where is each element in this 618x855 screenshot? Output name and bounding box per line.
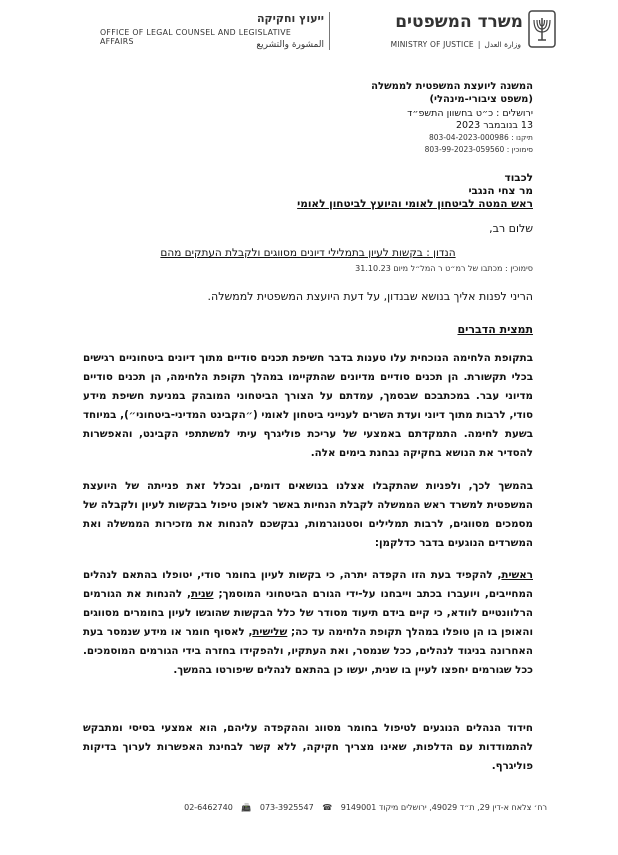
subject-reference: סימוכין : מכתבו של רמ״ט ר המל״ל מיום 31.10.23	[355, 264, 533, 273]
sender-title: המשנה ליועצת המשפטית לממשלה	[371, 81, 533, 92]
body-paragraph-2: בהמשך לכך, ולפניות שהתקבלו אצלנו בנושאים דומים, ובכלל זאת פנייתה של היועצת המשפטית למשרד ראש הממשלה לקבלת הנחיות באשר לאופן טיפול בבקשות לעיון ולקבלה של מסמכים מסווגים, לרבות תמלילים וסטנוגרמות, נבקשכם להנחות את מזכירות הממשלה ואת המשרדים הנוגעים בדבר כדלקמן:	[83, 480, 533, 549]
body-paragraph-4: חידוד הנהלים הנוגעים לטיפול בחומר מסווג וההקפדה עליהם, הוא אמצעי בסיסי ומתבקש להתמודדות עם הדלפות, שאינו מצריך חקיקה, ללא קשר לבחינת האפשרות לערוך בדיקות פוליגרף.	[83, 722, 533, 772]
header-divider	[329, 12, 330, 50]
recipient-role: ראש המטה לביטחון לאומי והיועץ לביטחון לאומי	[297, 198, 533, 210]
office-name-hebrew: ייעוץ וחקיקה	[256, 12, 324, 25]
section-title: תמצית הדברים	[457, 323, 533, 336]
ministry-separator: |	[477, 40, 481, 49]
intro-paragraph: הריני לפנות אליך בנושא שבנדון, על דעת היועצת המשפטית לממשלה.	[207, 290, 533, 303]
reference-number: סימוכין : 803-99-2023-059560	[424, 145, 533, 154]
fax-icon: 📠	[241, 803, 252, 812]
date-gregorian: 13 בנובמבר 2023	[455, 120, 533, 131]
footer-phone: 073-3925547	[259, 803, 314, 812]
subject-line: הנדון : בקשות לעיון בתמלילי דיונים מסווגים ולקבלת העתקים מהם	[160, 247, 456, 259]
sender-department: (משפט ציבורי-מינהלי)	[429, 94, 533, 105]
footer-address: רח׳ צלאח א-דין 29, ת״ד 49029, ירושלים מיקוד 9149001	[340, 803, 547, 812]
office-name-arabic: المشورة والتشريع	[256, 40, 324, 50]
footer-fax: 02-6462740	[184, 803, 233, 812]
footer-contact	[70, 803, 550, 812]
recipient-honorific: לכבוד	[504, 172, 533, 184]
body-paragraph-3	[83, 566, 533, 680]
greeting: שלום רב,	[489, 222, 533, 235]
lead-first: ראשית	[501, 569, 533, 581]
ministry-name-arabic: وزارة العدل	[484, 40, 521, 49]
date-hebrew: ירושלים : כ״ט בחשוון התשפ״ד	[407, 108, 533, 119]
office-name-english: OFFICE OF LEGAL COUNSEL AND LEGISLATIVE AFFAIRS	[100, 28, 292, 46]
lead-third: שלישית	[252, 626, 288, 638]
ministry-name-english: MINISTRY OF JUSTICE	[390, 40, 474, 49]
text-third: , לאסוף חומר או מידע שנמסר בעת האחרונה בניגוד לנהלים, ככל שנמסר, ואת העתקיו, ולהפקידו בחזרה בידי הגורמים המוסמכים. ככל שגורמים יחפצו לעיין בו שנית, יעשו כן בהתאם לנהלים שיפורטו בהמשך.	[83, 626, 533, 676]
phone-icon: ☎	[322, 803, 333, 812]
text-second: , להנחות את הגורמים הרלוונטיים לוודא, כי קיים בידם תיעוד מסודר של כלל הבקשות שהוגשו לעיון בחומרים מסווגים והאופן בו הן טופלו במהלך תקופת הלחימה עד כה;	[83, 588, 534, 638]
file-number: תיקנו : 803-04-2023-000986	[429, 133, 533, 142]
menorah-emblem-icon	[528, 10, 556, 48]
lead-second: שנית	[190, 588, 214, 600]
text-first: , להקפיד בעת הזו הקפדה יתרה, כי בקשות לעיון בחומר סודי, יטופלו בהתאם לנהלים המחייבים, ויועברו בכתב וייבחנו על-ידי הגורם הביטחוני המוסמך;	[83, 569, 533, 600]
recipient-name: מר צחי הנגבי	[468, 185, 533, 197]
body-paragraph-1: בתקופת הלחימה הנוכחית עלו טענות בדבר חשיפת תכנים סודיים מתוך דיונים ביטחוניים רגישים בכלי תקשורת. הן תכנים סודיים מדיונים שהתקיימו במהלך תקופת הלחימה, הן תכנים סודיים מדיוני עבר. במכתבכם שבסמך, עמדתם על הצורך הביטחוני המובהק במניעת חשיפת מידע סודי, לרבות מתוך דיוני ועדת השרים לענייני ביטחון לאומי (״הקבינט המדיני-ביטחוני״), במיוחד בשעת לחימה. התמקדתם באמצעי של עריכת פוליגרף עיתי למשתתפי הקבינט, והאפשרות להסדיר את הנושא בחקיקה נבחנת בימים אלה.	[83, 352, 533, 459]
ministry-name-hebrew: משרד המשפטים	[395, 12, 523, 32]
